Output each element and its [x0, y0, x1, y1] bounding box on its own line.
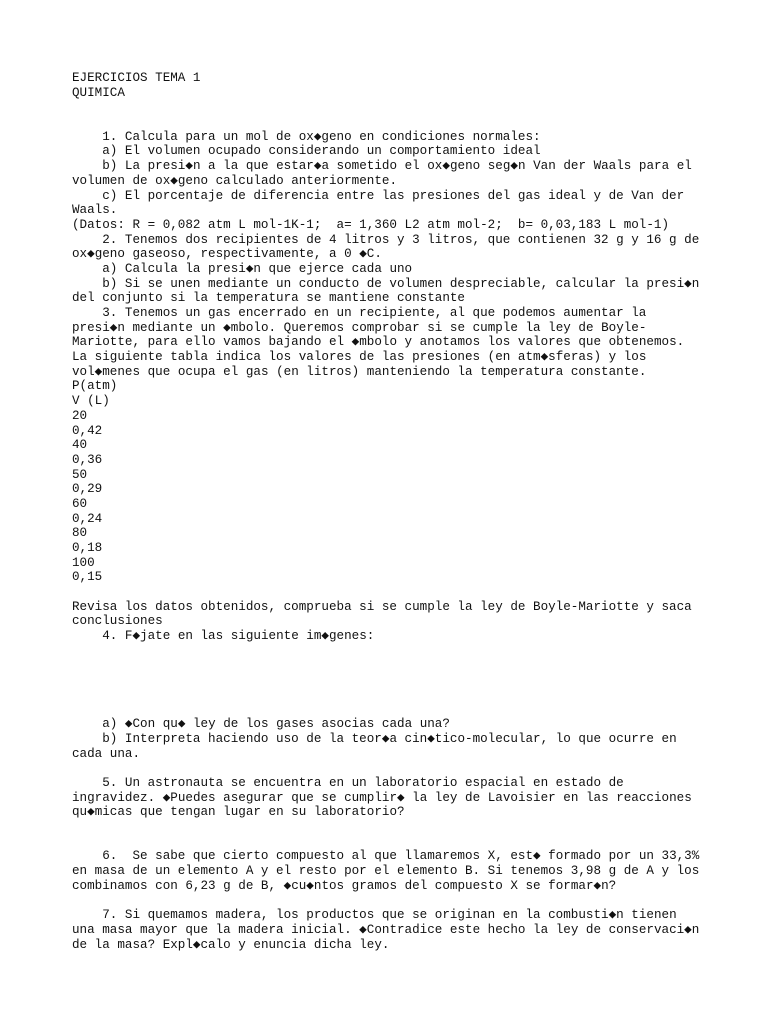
text-line: 20: [72, 408, 88, 423]
text-line: b) Interpreta haciendo uso de la teor◆a cin◆tico-molecular, lo que ocurre en: [72, 731, 677, 746]
blank-line: [72, 115, 702, 130]
text-line: a) ◆Con qu◆ ley de los gases asocias cada una?: [72, 717, 450, 732]
text-line: 80: [72, 526, 88, 541]
text-line: 5. Un astronauta se encuentra en un laboratorio espacial en estado de: [72, 776, 624, 790]
text-line: La siguiente tabla indica los valores de las presiones (en atm◆sferas) y los: [72, 350, 647, 365]
text-line: 60: [72, 496, 88, 511]
text-line: Mariotte, para ello vamos bajando el ◆mbolo y anotamos los valores que obtenemos.: [72, 335, 685, 350]
text-line: una masa mayor que la madera inicial. ◆Contradice este hecho la ley de conservaci◆n: [72, 922, 700, 937]
text-line: 6. Se sabe que cierto compuesto al que llamaremos X, est◆ formado por un 33,3%: [72, 849, 700, 864]
text-line: de la masa? Expl◆calo y enuncia dicha ley.: [72, 937, 390, 952]
text-line: 0,15: [72, 570, 103, 585]
text-line: ox◆geno gaseoso, respectivamente, a 0 ◆C.: [72, 247, 382, 262]
blank-line: [72, 761, 702, 776]
text-line: qu◆micas que tengan lugar en su laboratorio?: [72, 805, 405, 820]
text-line: ingravidez. ◆Puedes asegurar que se cumplir◆ la ley de Lavoisier en las reacciones: [72, 790, 692, 805]
text-line: 40: [72, 438, 88, 453]
blank-line: [72, 644, 702, 659]
blank-line: [72, 585, 702, 600]
text-line: Revisa los datos obtenidos, comprueba si se cumple la ley de Boyle-Mariotte y saca: [72, 599, 692, 614]
blank-line: [72, 835, 702, 850]
text-line: (Datos: R = 0,082 atm L mol-1K-1; a= 1,360 L2 atm mol-2; b= 0,03,183 L mol-1): [72, 217, 670, 232]
blank-line: [72, 703, 702, 718]
blank-line: [72, 820, 702, 835]
text-line: 2. Tenemos dos recipientes de 4 litros y 3 litros, que contienen 32 g y 16 g de: [72, 232, 700, 247]
text-line: vol◆menes que ocupa el gas (en litros) manteniendo la temperatura constante.: [72, 364, 647, 379]
text-line: conclusiones: [72, 614, 163, 629]
text-line: 0,36: [72, 452, 103, 467]
document-body: [72, 71, 702, 952]
text-line: 0,29: [72, 482, 103, 497]
document-subtitle: QUIMICA: [72, 85, 125, 100]
blank-line: [72, 688, 702, 703]
text-line: del conjunto si la temperatura se mantiene constante: [72, 291, 465, 306]
text-line: 7. Si quemamos madera, los productos que se originan en la combusti◆n tienen: [72, 908, 677, 923]
text-line: combinamos con 6,23 g de B, ◆cu◆ntos gramos del compuesto X se formar◆n?: [72, 878, 617, 893]
text-line: 0,24: [72, 511, 103, 526]
text-line: 1. Calcula para un mol de ox◆geno en condiciones normales:: [72, 129, 541, 144]
text-line: V (L): [72, 394, 110, 409]
text-line: 3. Tenemos un gas encerrado en un recipiente, al que podemos aumentar la: [72, 306, 647, 320]
text-line: 0,18: [72, 541, 103, 555]
blank-line: [72, 100, 702, 115]
text-line: presi◆n mediante un ◆mbolo. Queremos comprobar si se cumple la ley de Boyle-: [72, 320, 647, 335]
text-line: en masa de un elemento A y el resto por el elemento B. Si tenemos 3,98 g de A y los: [72, 864, 700, 879]
document-title: EJERCICIOS TEMA 1: [72, 71, 201, 85]
blank-line: [72, 894, 702, 909]
text-line: cada una.: [72, 746, 141, 761]
text-line: 100: [72, 555, 95, 570]
blank-line: [72, 659, 702, 674]
text-line: Waals.: [72, 203, 118, 218]
text-line: b) La presi◆n a la que estar◆a sometido el ox◆geno seg◆n Van der Waals para el: [72, 159, 692, 174]
blank-line: [72, 673, 702, 688]
text-line: c) El porcentaje de diferencia entre las presiones del gas ideal y de Van der: [72, 188, 685, 203]
text-line: volumen de ox◆geno calculado anteriormente.: [72, 173, 397, 188]
text-line: 4. F◆jate en las siguiente im◆genes:: [72, 629, 375, 644]
text-line: 50: [72, 467, 88, 482]
text-line: P(atm): [72, 379, 118, 394]
text-line: a) El volumen ocupado considerando un comportamiento ideal: [72, 144, 541, 159]
text-line: 0,42: [72, 423, 103, 438]
text-line: a) Calcula la presi◆n que ejerce cada uno: [72, 261, 413, 276]
text-line: b) Si se unen mediante un conducto de volumen despreciable, calcular la presi◆n: [72, 276, 700, 291]
